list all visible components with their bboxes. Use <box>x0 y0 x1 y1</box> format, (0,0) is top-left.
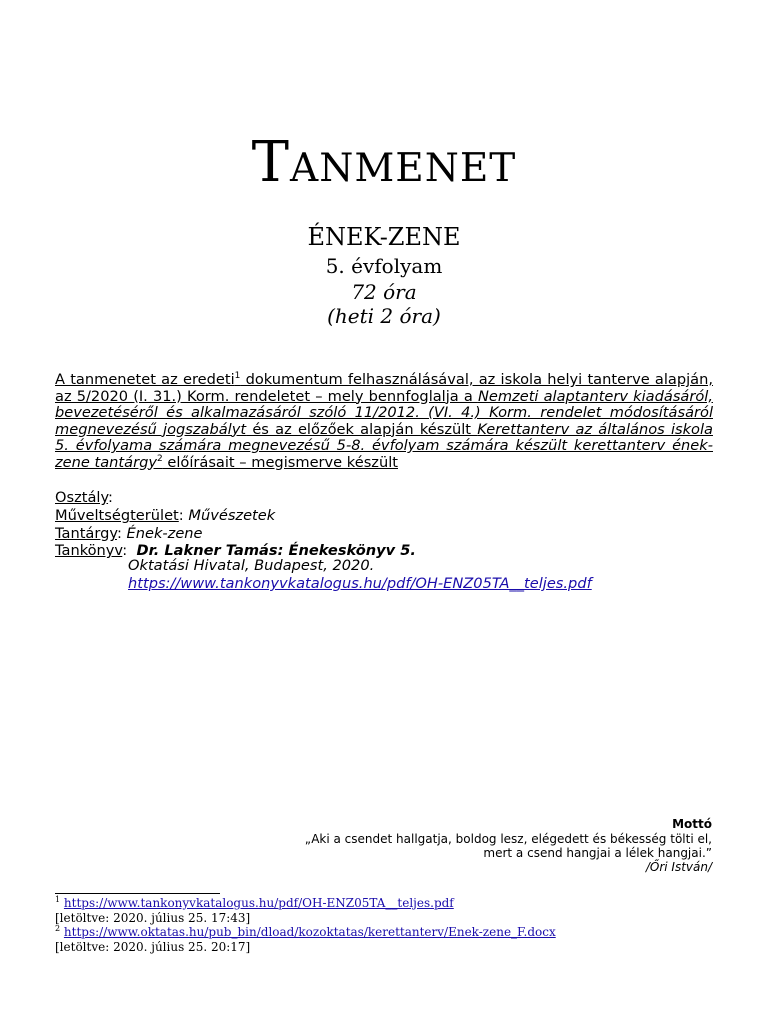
footnote-2-date: [letöltve: 2020. július 25. 20:17] <box>55 940 251 954</box>
footnote-2 <box>55 925 556 940</box>
subject-separator: : <box>116 525 127 542</box>
motto-line-2: mert a csend hangjai a lélek hangjai.” <box>483 846 712 860</box>
hours-line: 72 óra <box>351 280 417 304</box>
class-value: : <box>108 489 113 506</box>
intro-text-1: A tanmenetet az eredeti <box>55 371 235 388</box>
footnote-1-number: 1 <box>55 895 61 904</box>
field-separator: : <box>178 507 189 524</box>
textbook-label: Tankönyv <box>55 542 123 559</box>
subject-line <box>55 526 203 543</box>
footnote-separator <box>55 893 220 894</box>
motto-line-1: „Aki a csendet hallgatja, boldog lesz, elégedett és békesség tölti el, <box>304 832 712 846</box>
intro-italic-title-1: Nemzeti alaptanterv kiadásáról, bevezetéséről és alkalmazásáról szóló 11/2012. (VI. 4.) Korm. rendelet módosításáról megnevezésű jogszabályt <box>55 387 713 438</box>
subject-heading: ÉNEK-ZENE <box>307 223 461 251</box>
weekly-hours-line: (heti 2 óra) <box>327 304 441 328</box>
publisher-line: Oktatási Hivatal, Budapest, 2020. <box>128 557 375 574</box>
intro-paragraph <box>55 372 713 471</box>
class-line <box>55 490 113 507</box>
footnote-1 <box>55 896 454 911</box>
field-line <box>55 508 275 525</box>
footnote-1-link[interactable]: https://www.tankonyvkatalogus.hu/pdf/OH-ENZ05TA__teljes.pdf <box>63 896 454 910</box>
textbook-separator: : <box>122 542 137 559</box>
subject-label: Tantárgy <box>55 525 117 542</box>
field-label: Műveltségterület <box>55 507 179 524</box>
footnote-1-date: [letöltve: 2020. július 25. 17:43] <box>55 911 251 925</box>
document-title: Tanmenet <box>251 130 517 195</box>
footnote-2-number: 2 <box>55 924 61 933</box>
intro-italic-title-2: Kerettanterv az általános iskola 5. évfolyama számára megnevezésű 5-8. évfolyam számára készült kerettanterv ének-zene tantárgy <box>55 420 713 471</box>
field-value: Művészetek <box>188 507 276 524</box>
intro-text-3: és az előzőek alapján készült <box>246 420 478 438</box>
motto-author: /Őri István/ <box>645 860 712 874</box>
intro-text-2: dokumentum felhasználásával, az iskola helyi tanterve alapján, az 5/2020 (I. 31.) Korm. rendeletet – mely bennfoglalja a <box>55 371 713 405</box>
class-label: Osztály <box>55 489 109 506</box>
footnote-2-link[interactable]: https://www.oktatas.hu/pub_bin/dload/kozoktatas/kerettanterv/Enek-zene_F.docx <box>63 925 556 939</box>
intro-text-4: előírásait – megismerve készült <box>162 453 398 471</box>
footnote-ref-2[interactable]: 2 <box>157 453 163 464</box>
footnote-ref-1[interactable]: 1 <box>234 371 241 382</box>
textbook-link[interactable]: https://www.tankonyvkatalogus.hu/pdf/OH-ENZ05TA__teljes.pdf <box>128 575 592 592</box>
motto-heading: Mottó <box>672 817 712 831</box>
subject-value: Ének-zene <box>126 525 203 542</box>
grade-line: 5. évfolyam <box>325 254 443 278</box>
textbook-value: Dr. Lakner Tamás: Énekeskönyv 5. <box>136 542 416 559</box>
